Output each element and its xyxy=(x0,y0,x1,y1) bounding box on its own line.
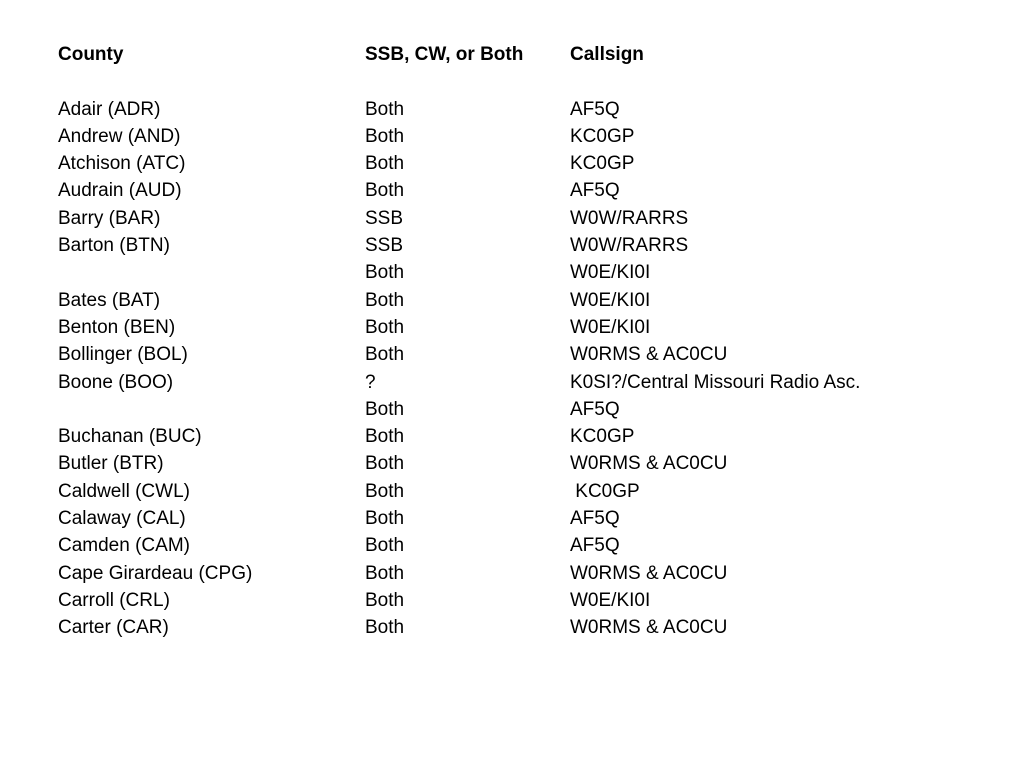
callsign-cell: W0E/KI0I xyxy=(570,589,651,611)
callsign-cell: W0W/RARRS xyxy=(570,207,689,229)
county-cell: Bates (BAT) xyxy=(58,289,161,311)
county-cell: Barton (BTN) xyxy=(58,235,170,257)
county-cell: Atchison (ATC) xyxy=(58,153,186,175)
county-cell: Barry (BAR) xyxy=(58,207,161,229)
mode-cell: Both xyxy=(365,453,405,475)
table-row xyxy=(58,614,990,641)
callsign-cell: W0RMS & AC0CU xyxy=(570,562,728,584)
table-row xyxy=(58,232,990,259)
county-cell: Bollinger (BOL) xyxy=(58,344,188,366)
mode-cell: Both xyxy=(365,480,405,502)
county-cell xyxy=(58,396,365,423)
callsign-cell: KC0GP xyxy=(570,125,635,147)
mode-cell: Both xyxy=(365,535,405,557)
table-row xyxy=(58,396,990,423)
county-cell: Buchanan (BUC) xyxy=(58,426,202,448)
mode-header: SSB, CW, or Both xyxy=(365,44,524,65)
county-cell: Butler (BTR) xyxy=(58,453,164,475)
slide xyxy=(58,41,998,642)
mode-cell: Both xyxy=(365,398,405,420)
county-cell: Adair (ADR) xyxy=(58,98,161,120)
table-row xyxy=(58,150,990,177)
table-body xyxy=(58,96,990,642)
callsign-cell: KC0GP xyxy=(570,480,640,502)
callsign-header: Callsign xyxy=(570,44,644,65)
county-cell: Caldwell (CWL) xyxy=(58,480,190,502)
spacer-cell xyxy=(58,68,365,95)
county-cell: Carroll (CRL) xyxy=(58,589,170,611)
table-row xyxy=(58,450,990,477)
table-row xyxy=(58,205,990,232)
table-row xyxy=(58,259,990,286)
mode-cell: Both xyxy=(365,180,405,202)
callsign-cell: AF5Q xyxy=(570,535,620,557)
table-row xyxy=(58,341,990,368)
mode-cell: Both xyxy=(365,508,405,530)
county-cell: Carter (CAR) xyxy=(58,617,169,639)
table-row xyxy=(58,532,990,559)
table-row xyxy=(58,177,990,204)
mode-cell: Both xyxy=(365,589,405,611)
table-row xyxy=(58,505,990,532)
county-cell: Camden (CAM) xyxy=(58,535,190,557)
mode-cell: Both xyxy=(365,262,405,284)
mode-cell: Both xyxy=(365,125,405,147)
mode-cell: SSB xyxy=(365,207,404,229)
callsign-cell: KC0GP xyxy=(570,426,635,448)
county-cell: Calaway (CAL) xyxy=(58,508,186,530)
callsign-cell: W0E/KI0I xyxy=(570,262,651,284)
county-header: County xyxy=(58,44,124,65)
county-table xyxy=(58,41,990,642)
callsign-cell: W0RMS & AC0CU xyxy=(570,344,728,366)
callsign-cell: KC0GP xyxy=(570,153,635,175)
mode-cell: Both xyxy=(365,344,405,366)
header-row xyxy=(58,41,990,68)
callsign-cell: W0RMS & AC0CU xyxy=(570,617,728,639)
table-row xyxy=(58,287,990,314)
callsign-cell: W0RMS & AC0CU xyxy=(570,453,728,475)
mode-cell: SSB xyxy=(365,235,404,257)
county-cell: Boone (BOO) xyxy=(58,371,174,393)
spacer-row xyxy=(58,68,990,95)
callsign-cell: K0SI?/Central Missouri Radio Asc. xyxy=(570,371,861,393)
mode-cell: Both xyxy=(365,98,405,120)
mode-cell: Both xyxy=(365,426,405,448)
spacer-cell xyxy=(365,68,570,95)
mode-cell: Both xyxy=(365,316,405,338)
table-row xyxy=(58,587,990,614)
mode-cell: ? xyxy=(365,371,376,393)
table-row xyxy=(58,423,990,450)
mode-cell: Both xyxy=(365,289,405,311)
county-cell: Andrew (AND) xyxy=(58,125,181,147)
table-row xyxy=(58,560,990,587)
callsign-cell: W0W/RARRS xyxy=(570,235,689,257)
callsign-cell: AF5Q xyxy=(570,508,620,530)
mode-cell: Both xyxy=(365,562,405,584)
mode-cell: Both xyxy=(365,617,405,639)
table-row xyxy=(58,369,990,396)
callsign-cell: AF5Q xyxy=(570,398,620,420)
table-row xyxy=(58,478,990,505)
table-row xyxy=(58,314,990,341)
mode-cell: Both xyxy=(365,153,405,175)
table-row xyxy=(58,123,990,150)
callsign-cell: W0E/KI0I xyxy=(570,316,651,338)
county-cell: Audrain (AUD) xyxy=(58,180,182,202)
table-row xyxy=(58,96,990,123)
county-cell: Cape Girardeau (CPG) xyxy=(58,562,253,584)
county-cell xyxy=(58,259,365,286)
table-header xyxy=(58,41,990,96)
spacer-cell xyxy=(570,68,990,95)
callsign-cell: W0E/KI0I xyxy=(570,289,651,311)
callsign-cell: AF5Q xyxy=(570,98,620,120)
callsign-cell: AF5Q xyxy=(570,180,620,202)
county-cell: Benton (BEN) xyxy=(58,316,176,338)
